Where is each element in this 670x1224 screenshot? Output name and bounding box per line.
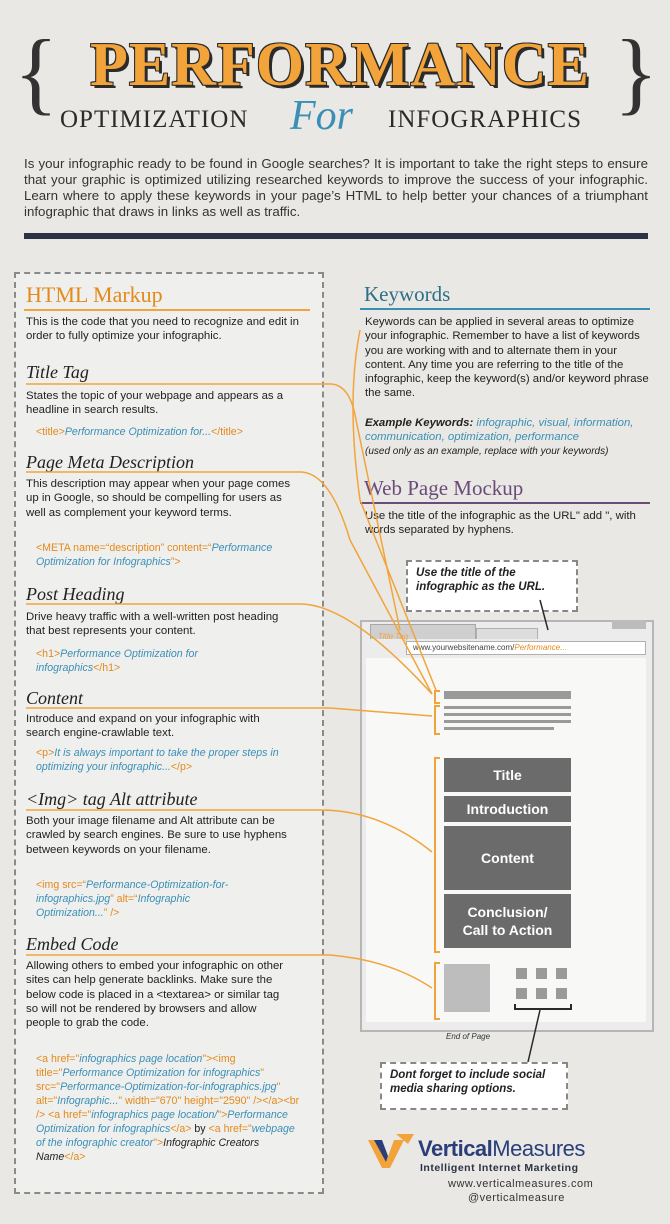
keywords-examples: Example Keywords: infographic, visual, information, communication, optimization, performance (365, 417, 634, 444)
section-title-tag: Title Tag (26, 362, 89, 382)
footer-website[interactable]: www.verticalmeasures.com (448, 1178, 594, 1190)
mock-block-content: Content (444, 826, 571, 890)
embed-desc: Allowing others to embed your infographic on other sites can help generate backlinks. Make sure the below code is placed in a <textarea> or similar tag so will not be rendered by browsers and allow people to grab the code. (26, 960, 284, 1030)
connector-url (540, 600, 548, 630)
html-markup-title: HTML Markup (26, 282, 163, 307)
footer-twitter-handle[interactable]: @verticalmeasure (468, 1192, 565, 1204)
connector-post-heading (26, 604, 432, 694)
url-callout: Use the title of the infographic as the URL. (406, 560, 578, 612)
img-alt-code: <img src=“Performance-Optimization-for-infographics.jpg” alt=“Infographic Optimization...” /> (36, 879, 229, 919)
subtitle-optimization: OPTIMIZATION (60, 106, 249, 133)
page-title: PERFORMANCE (89, 31, 591, 99)
content-code: <p>It is always important to take the proper steps in optimizing your infographic...</p> (36, 747, 279, 773)
intro-text: Is your infographic ready to be found in Google searches? It is important to take the right steps to ensure that your graphic is optimized utilizing researched keywords to improve the success of your infographic. Learn where to apply these keywords in your page’s HTML to help better your chances of a triumphant infographic that draws in links as well as traffic. (24, 156, 648, 219)
section-embed-code: Embed Code (26, 934, 119, 954)
meta-desc-code: <META name=“description” content=“Performance Optimization for Infographics”> (36, 542, 273, 568)
subtitle-for: For (290, 93, 353, 139)
mock-block-introduction: Introduction (444, 796, 571, 822)
url-bar: www.yourwebsitename.com/Performance... (406, 641, 646, 655)
mockup-body: Use the title of the infographic as the URL" add ", with words separated by hyphens. (365, 510, 636, 537)
img-alt-desc: Both your image filename and Alt attribute can be crawled by search engines. Be sure to use hyphens between keywords on your filename. (26, 815, 287, 856)
embed-code: <a href="infographics page location"><img title="Performance Optimization for infographics" src="Performance-Optimization-for-infographics.jpg" alt="Infographic..." width="670" height="2590" /></a><br /> <a href="infographics page location/">Performance Optimization for infographics</a> by <a href="webpage of the infographic creator">Infographic Creators Name</a> (36, 1053, 300, 1163)
connector-embed (26, 955, 432, 988)
post-heading-desc: Drive heavy traffic with a well-written post heading that best represents your content. (26, 611, 279, 638)
brand-tagline: Intelligent Internet Marketing (420, 1162, 579, 1174)
browser-tab-label: Title Tag (378, 632, 409, 641)
left-brace: { (14, 21, 59, 123)
subtitle-infographics: INFOGRAPHICS (388, 106, 582, 133)
connector-meta (26, 472, 432, 694)
html-markup-desc: This is the code that you need to recognize and edit in order to fully optimize your infographic. (26, 316, 299, 343)
title-tag-code: <title>Performance Optimization for...</title> (36, 426, 243, 438)
section-content: Content (26, 688, 83, 708)
keywords-body: Keywords can be applied in several areas to optimize your infographic. Remember to have a list of keywords you are working with and to alternate them in your content. Any time you are referring to the title of the infographic, keep the keyword(s) and/or keyword phrase the same. (365, 316, 649, 400)
keywords-note: (used only as an example, replace with your keywords) (365, 446, 609, 457)
post-heading-code: <h1>Performance Optimization for infographics</h1> (36, 648, 198, 674)
brand-logo-icon (368, 1134, 414, 1170)
mock-block-conclusion: Conclusion/ Call to Action (444, 894, 571, 948)
brand-name: VerticalMeasures (418, 1136, 585, 1161)
content-desc: Introduce and expand on your infographic with search engine-crawlable text. (26, 713, 260, 740)
social-callout: Dont forget to include social media sharing options. (380, 1062, 568, 1110)
keywords-title: Keywords (364, 282, 451, 306)
end-of-page-label: End of Page (446, 1032, 491, 1041)
section-img-alt: <Img> tag Alt attribute (26, 789, 198, 809)
connector-social (528, 1010, 540, 1062)
title-tag-desc: States the topic of your webpage and appears as a headline in search results. (26, 390, 284, 417)
right-brace: } (614, 21, 659, 123)
connector-keywords (353, 330, 436, 690)
section-meta-description: Page Meta Description (26, 452, 194, 472)
connector-title-tag (26, 384, 400, 630)
mock-block-title: Title (444, 758, 571, 792)
connector-img-alt (26, 810, 432, 852)
mockup-title: Web Page Mockup (364, 476, 524, 500)
meta-desc-text: This description may appear when your page comes up in Google, so should be compelling for users as well as complement your keyword terms. (26, 478, 291, 519)
section-post-heading: Post Heading (26, 584, 125, 604)
connector-content (26, 708, 432, 716)
